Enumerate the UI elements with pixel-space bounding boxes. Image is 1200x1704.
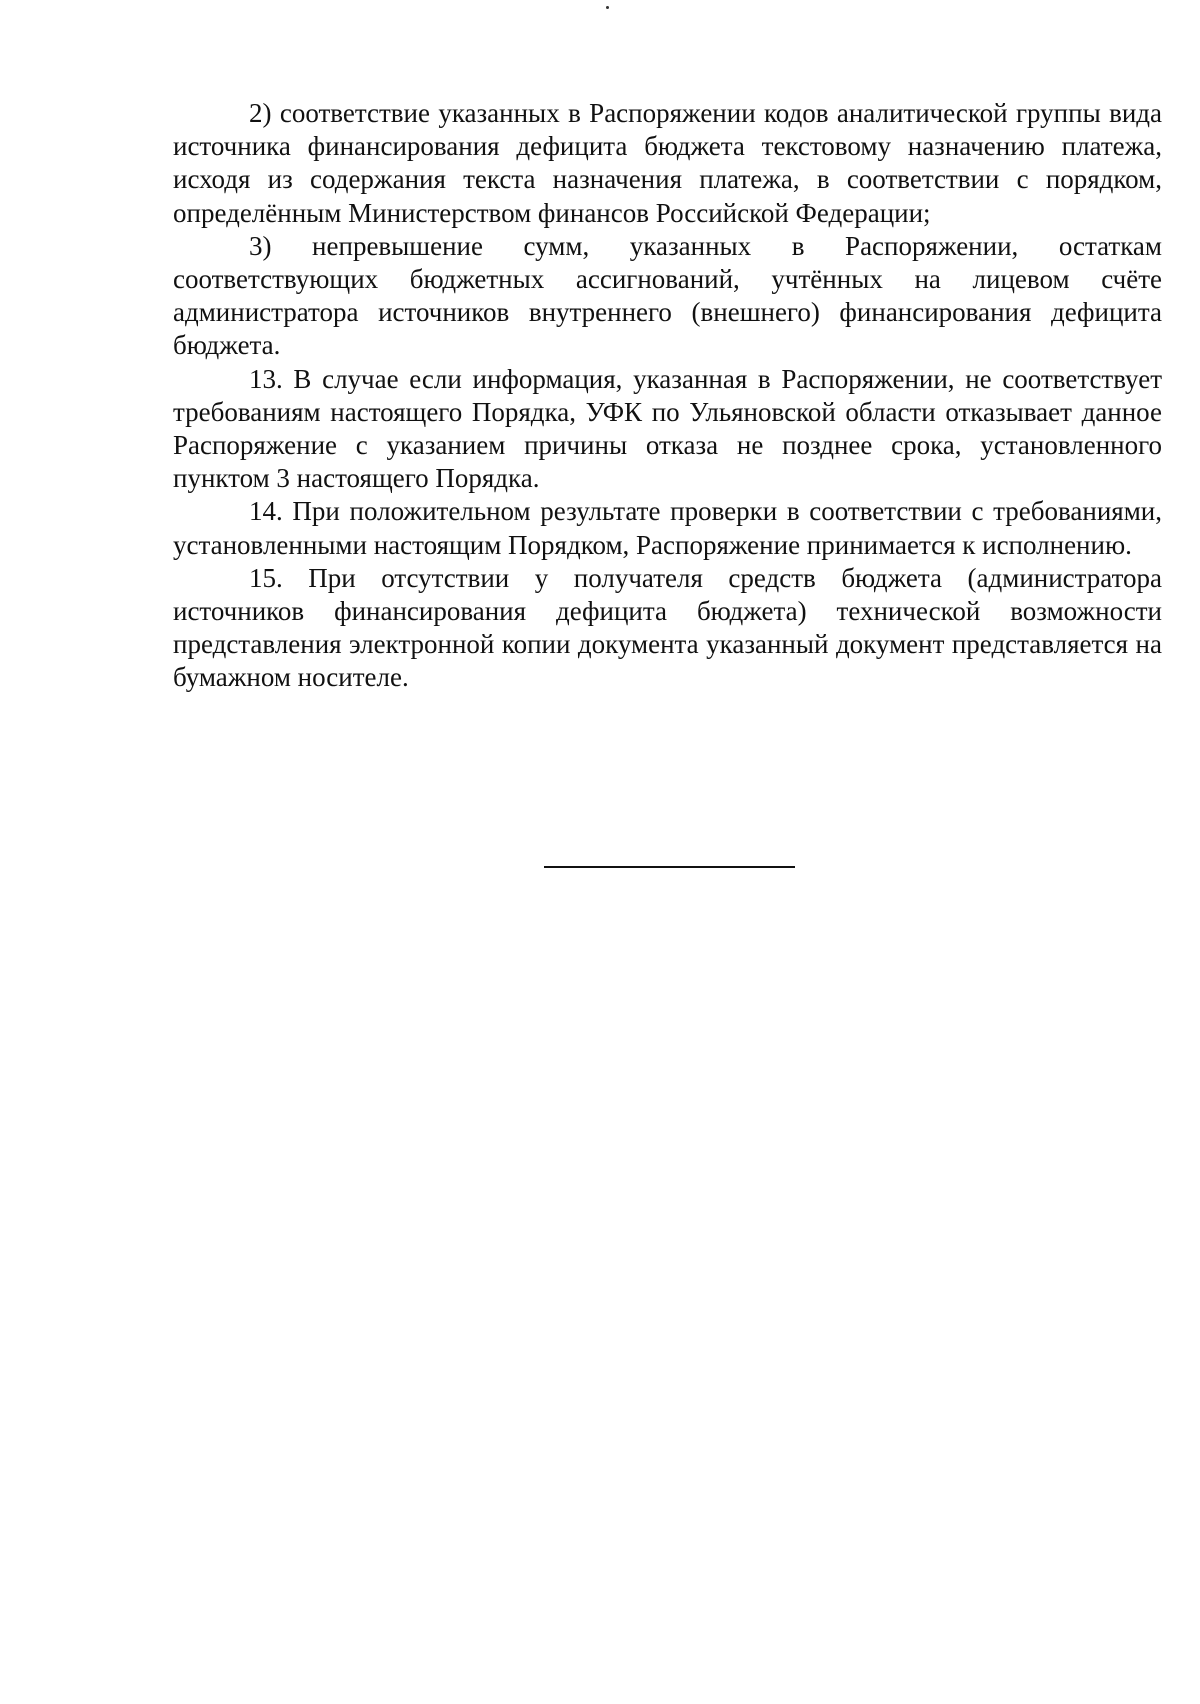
paragraph-13-refusal: 13. В случае если информация, указанная в Распоряжении, не соответствует требованиям настоящего Порядка, УФК по Ульяновской области отказывает данное Распоряжение с указанием причины отказа не позднее срока, установленного пунктом 3 настоящего Порядка. <box>173 363 1162 494</box>
paragraph-15-paper-copy: 15. При отсутствии у получателя средств бюджета (администратора источников финансирования дефицита бюджета) технической возможности представления электронной копии документа указанный документ представляется на бумажном носителе. <box>173 562 1162 693</box>
end-separator-line <box>544 866 795 868</box>
scan-speck <box>606 6 609 9</box>
document-body <box>173 97 1162 695</box>
paragraph-item-2-code-match: 2) соответствие указанных в Распоряжении кодов аналитической группы вида источника финансирования дефицита бюджета текстовому назначению платежа, исходя из содержания текста назначения платежа, в соответствии с порядком, определённым Министерством финансов Российской Федерации; <box>173 98 1162 228</box>
paragraph-14-acceptance: 14. При положительном результате проверки в соответствии с требованиями, установленными настоящим Порядком, Распоряжение принимается к исполнению. <box>173 496 1162 560</box>
paragraph-item-3-amount-limit: 3) непревышение сумм, указанных в Распоряжении, остаткам соответствующих бюджетных ассигнований, учтённых на лицевом счёте администратора источников внутреннего (внешнего) финансирования дефицита бюджета. <box>173 230 1162 361</box>
